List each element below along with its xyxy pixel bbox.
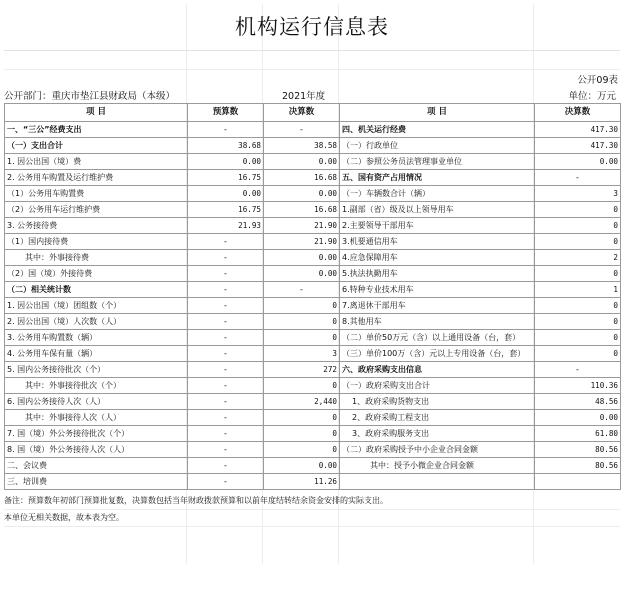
row-budget: - <box>188 394 264 410</box>
table-row <box>5 362 621 378</box>
row-right-item: （三）单价100万（含）元以上专用设备（台，套） <box>340 346 535 362</box>
row-right-final: 0 <box>535 314 621 330</box>
info-table <box>4 103 621 490</box>
row-right-final: 0 <box>535 234 621 250</box>
row-left-item: 二、会议费 <box>5 458 188 474</box>
row-budget: 0.00 <box>188 186 264 202</box>
table-row <box>5 202 621 218</box>
row-right-final: 0 <box>535 202 621 218</box>
row-right-final: 3 <box>535 186 621 202</box>
row-right-item <box>340 474 535 490</box>
row-right-final: - <box>535 362 621 378</box>
row-right-final: 0.00 <box>535 154 621 170</box>
row-final: 0 <box>264 330 340 346</box>
row-right-final: 1 <box>535 282 621 298</box>
year-label: 2021年度 <box>282 91 326 102</box>
row-right-item: 8.其他用车 <box>340 314 535 330</box>
header-left-item: 项 目 <box>5 104 188 122</box>
row-left-item: （1）国内接待费 <box>5 234 188 250</box>
row-left-item: 3. 公务接待费 <box>5 218 188 234</box>
row-final: 0.00 <box>264 458 340 474</box>
row-right-item: 2.主要领导干部用车 <box>340 218 535 234</box>
row-left-item: 其中：外事接待人次（人） <box>5 410 188 426</box>
row-left-item: 三、培训费 <box>5 474 188 490</box>
header-final: 决算数 <box>264 104 340 122</box>
sheet <box>4 4 620 527</box>
table-row <box>5 378 621 394</box>
row-left-item: 一、“三公”经费支出 <box>5 122 188 138</box>
row-right-item: （二）参照公务员法管理事业单位 <box>340 154 535 170</box>
header-budget: 预算数 <box>188 104 264 122</box>
row-left-item: （一）支出合计 <box>5 138 188 154</box>
row-final: 21.90 <box>264 234 340 250</box>
row-right-final: 417.30 <box>535 138 621 154</box>
row-right-item: 1.副部（省）级及以上领导用车 <box>340 202 535 218</box>
table-header-row <box>5 104 621 122</box>
row-final: 2,440 <box>264 394 340 410</box>
row-budget: - <box>188 298 264 314</box>
row-right-final <box>535 474 621 490</box>
row-final: 0 <box>264 410 340 426</box>
row-right-item: 7.离退休干部用车 <box>340 298 535 314</box>
header-right-item: 项 目 <box>340 104 535 122</box>
row-budget: 16.75 <box>188 170 264 186</box>
header-info-row <box>4 86 620 103</box>
row-budget: - <box>188 266 264 282</box>
row-budget: - <box>188 314 264 330</box>
table-row <box>5 394 621 410</box>
table-row <box>5 314 621 330</box>
row-budget: - <box>188 282 264 298</box>
row-final: 0 <box>264 314 340 330</box>
row-right-item: 6.特种专业技术用车 <box>340 282 535 298</box>
row-right-item: （一）行政单位 <box>340 138 535 154</box>
department-label: 公开部门：重庆市垫江县财政局（本级） <box>4 91 176 102</box>
row-budget: 21.93 <box>188 218 264 234</box>
row-budget: - <box>188 122 264 138</box>
row-right-final: 48.56 <box>535 394 621 410</box>
row-right-item: 其中：授予小微企业合同金额 <box>340 458 535 474</box>
row-right-final: 0 <box>535 298 621 314</box>
row-right-final: 2 <box>535 250 621 266</box>
table-row <box>5 218 621 234</box>
row-budget: - <box>188 362 264 378</box>
page-title: 机构运行信息表 <box>4 4 620 51</box>
row-right-final: 110.36 <box>535 378 621 394</box>
row-right-item: 5.执法执勤用车 <box>340 266 535 282</box>
blank-row <box>4 51 620 70</box>
row-budget: - <box>188 346 264 362</box>
row-left-item: （1）公务用车购置费 <box>5 186 188 202</box>
table-row <box>5 266 621 282</box>
note-remark: 备注：预算数年初部门预算批复数，决算数包括当年财政拨款预算和以前年度结转结余资金安排的实际支出。 <box>4 493 620 510</box>
table-code: 公开09表 <box>577 75 618 86</box>
table-row <box>5 138 621 154</box>
table-row <box>5 170 621 186</box>
row-right-final: - <box>535 170 621 186</box>
unit-label: 单位：万元 <box>568 91 616 102</box>
row-budget: 16.75 <box>188 202 264 218</box>
row-right-item: 六、政府采购支出信息 <box>340 362 535 378</box>
row-right-final: 0 <box>535 330 621 346</box>
table-row <box>5 442 621 458</box>
row-right-final: 417.30 <box>535 122 621 138</box>
table-row <box>5 186 621 202</box>
row-final: 16.68 <box>264 170 340 186</box>
table-row <box>5 122 621 138</box>
row-right-item: （二）政府采购授予中小企业合同金额 <box>340 442 535 458</box>
row-final: 21.90 <box>264 218 340 234</box>
row-left-item: 其中：外事接待费 <box>5 250 188 266</box>
table-row <box>5 298 621 314</box>
row-right-final: 80.56 <box>535 442 621 458</box>
row-right-item: 四、机关运行经费 <box>340 122 535 138</box>
row-left-item: （2）国（境）外接待费 <box>5 266 188 282</box>
row-left-item: 2. 公务用车购置及运行维护费 <box>5 170 188 186</box>
row-left-item: 8. 国（境）外公务接待人次（人） <box>5 442 188 458</box>
row-left-item: 4. 公务用车保有量（辆） <box>5 346 188 362</box>
row-budget: - <box>188 410 264 426</box>
row-final: - <box>264 282 340 298</box>
row-final: 0 <box>264 378 340 394</box>
row-left-item: 5. 国内公务接待批次（个） <box>5 362 188 378</box>
row-budget: - <box>188 474 264 490</box>
row-final: - <box>264 122 340 138</box>
row-final: 0 <box>264 426 340 442</box>
table-row <box>5 250 621 266</box>
table-row <box>5 330 621 346</box>
row-right-final: 61.80 <box>535 426 621 442</box>
row-left-item: 1. 因公出国（境）团组数（个） <box>5 298 188 314</box>
row-budget: - <box>188 426 264 442</box>
row-right-final: 0.00 <box>535 410 621 426</box>
row-budget: 0.00 <box>188 154 264 170</box>
row-right-item: 1、政府采购货物支出 <box>340 394 535 410</box>
row-right-final: 0 <box>535 218 621 234</box>
row-final: 0.00 <box>264 250 340 266</box>
row-right-item: 3.机要通信用车 <box>340 234 535 250</box>
table-row <box>5 234 621 250</box>
row-budget: - <box>188 378 264 394</box>
table-row <box>5 410 621 426</box>
row-left-item: （二）相关统计数 <box>5 282 188 298</box>
row-right-item: （一）政府采购支出合计 <box>340 378 535 394</box>
row-right-item: 4.应急保障用车 <box>340 250 535 266</box>
row-left-item: 6. 国内公务接待人次（人） <box>5 394 188 410</box>
row-final: 38.58 <box>264 138 340 154</box>
table-code-row <box>4 70 620 86</box>
row-left-item: 2. 因公出国（境）人次数（人） <box>5 314 188 330</box>
row-budget: - <box>188 458 264 474</box>
row-left-item: 1. 因公出国（境）费 <box>5 154 188 170</box>
row-left-item: 7. 国（境）外公务接待批次（个） <box>5 426 188 442</box>
table-row <box>5 458 621 474</box>
table-row <box>5 474 621 490</box>
row-left-item: 3. 公务用车购置数（辆） <box>5 330 188 346</box>
row-budget: - <box>188 250 264 266</box>
row-budget: - <box>188 442 264 458</box>
row-right-item: 2、政府采购工程支出 <box>340 410 535 426</box>
table-row <box>5 346 621 362</box>
row-final: 16.68 <box>264 202 340 218</box>
row-right-item: 3、政府采购服务支出 <box>340 426 535 442</box>
row-budget: - <box>188 330 264 346</box>
table-row <box>5 426 621 442</box>
header-right-final: 决算数 <box>535 104 621 122</box>
row-final: 0.00 <box>264 154 340 170</box>
row-budget: 38.68 <box>188 138 264 154</box>
row-right-final: 80.56 <box>535 458 621 474</box>
row-final: 0 <box>264 298 340 314</box>
row-right-item: （一）车辆数合计（辆） <box>340 186 535 202</box>
table-row <box>5 154 621 170</box>
row-final: 3 <box>264 346 340 362</box>
table-row <box>5 282 621 298</box>
row-final: 272 <box>264 362 340 378</box>
row-right-final: 0 <box>535 266 621 282</box>
row-right-final: 0 <box>535 346 621 362</box>
row-budget: - <box>188 234 264 250</box>
row-final: 0.00 <box>264 186 340 202</box>
row-final: 0.00 <box>264 266 340 282</box>
row-left-item: 其中：外事接待批次（个） <box>5 378 188 394</box>
row-left-item: （2）公务用车运行维护费 <box>5 202 188 218</box>
notes <box>4 493 620 527</box>
row-right-item: 五、国有资产占用情况 <box>340 170 535 186</box>
note-empty: 本单位无相关数据，故本表为空。 <box>4 510 620 527</box>
row-final: 0 <box>264 442 340 458</box>
row-final: 11.26 <box>264 474 340 490</box>
row-right-item: （二）单价50万元（含）以上通用设备（台，套） <box>340 330 535 346</box>
